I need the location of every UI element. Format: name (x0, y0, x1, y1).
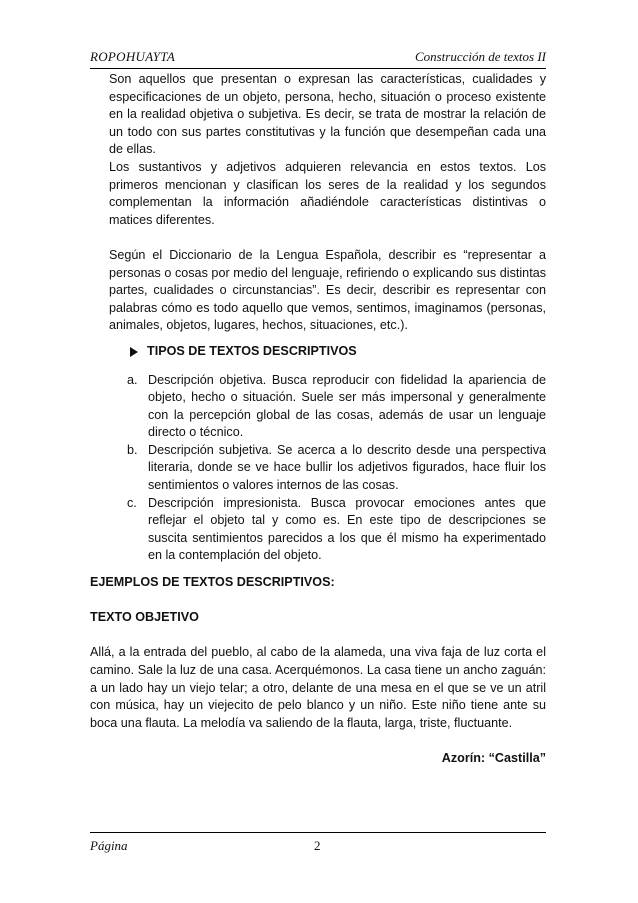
intro-paragraph-2: Los sustantivos y adjetivos adquieren relevancia en estos textos. Los primeros mencionan y clasifican los seres de la realidad y los segundos complementan la información añadiéndole características distintivas o matices diferentes. (109, 159, 546, 227)
list-marker: c. (127, 495, 137, 510)
list-marker: a. (127, 372, 138, 387)
types-list (90, 372, 546, 566)
header-course: Construcción de textos II (414, 49, 546, 64)
footer-page-label: Página (90, 838, 128, 853)
intro-paragraph-1: Son aquellos que presentan o expresan las características, cualidades y especificaciones de un objeto, persona, hecho, situación o proceso existente en la realidad objetiva o subjetiva. Es decir, se trata de mostrar la relación de un todo con sus partes constitutivas y la función que desempeñan cada una de ellas. (109, 72, 546, 157)
types-heading-text: TIPOS DE TEXTOS DESCRIPTIVOS (147, 343, 357, 358)
page-footer (90, 832, 546, 853)
arrow-bullet-icon (130, 347, 138, 357)
objective-text-heading: TEXTO OBJETIVO (90, 610, 199, 625)
intro-paragraph-3: Según el Diccionario de la Lengua Española, describir es “representar a personas o cosas por medio del lenguaje, refiriendo o explicando sus distintas partes, cualidades o circunstancias”. Es decir, describir es representar con palabras cómo es todo aquello que vemos, sentimos, imaginamos (personas, animales, objetos, lugares, hechos, situaciones, etc.). (109, 247, 546, 333)
page-number: 2 (314, 838, 321, 853)
quote-author: Azorín: “Castilla” (441, 750, 546, 765)
list-marker: b. (127, 442, 138, 457)
list-item-text: Descripción objetiva. Busca reproducir con fidelidad la apariencia de objeto, hecho o situación. Suele ser más impersonal y generalmente con la percepción global de las cosas, además de usar un lenguaje directo o técnico. (148, 372, 546, 440)
header-author: ROPOHUAYTA (90, 49, 176, 64)
example-paragraph: Allá, a la entrada del pueblo, al cabo de la alameda, una viva faja de luz corta el camino. Sale la luz de una casa. Acerquémonos. La casa tiene un ancho zaguán: a un lado hay un viejo telar; a otro, delante de una mesa en el que se ve un atril con música, hay un viejecito de pelo blanco y un niño. Este niño tiene ante su boca una flauta. La melodía va saliendo de la flauta, larga, triste, fluctuante. (90, 645, 546, 730)
examples-heading: EJEMPLOS DE TEXTOS DESCRIPTIVOS: (90, 575, 335, 590)
list-item-text: Descripción subjetiva. Se acerca a lo descrito desde una perspectiva literaria, donde se ve hace bullir los adjetivos figurados, hace fluir los sentimientos o valores internos de las cosas. (148, 442, 546, 493)
list-item (90, 372, 546, 442)
document-body (90, 71, 546, 768)
intro-block (90, 71, 546, 335)
list-item (90, 495, 546, 565)
list-item-text: Descripción impresionista. Busca provocar emociones antes que reflejar el objeto tal y como es. En este tipo de descripciones se suscita sentimientos parecidos a los que él mismo ha experimentado en la contemplación del objeto. (148, 495, 546, 563)
page-header (90, 46, 546, 69)
types-heading (90, 343, 546, 361)
list-item (90, 442, 546, 495)
